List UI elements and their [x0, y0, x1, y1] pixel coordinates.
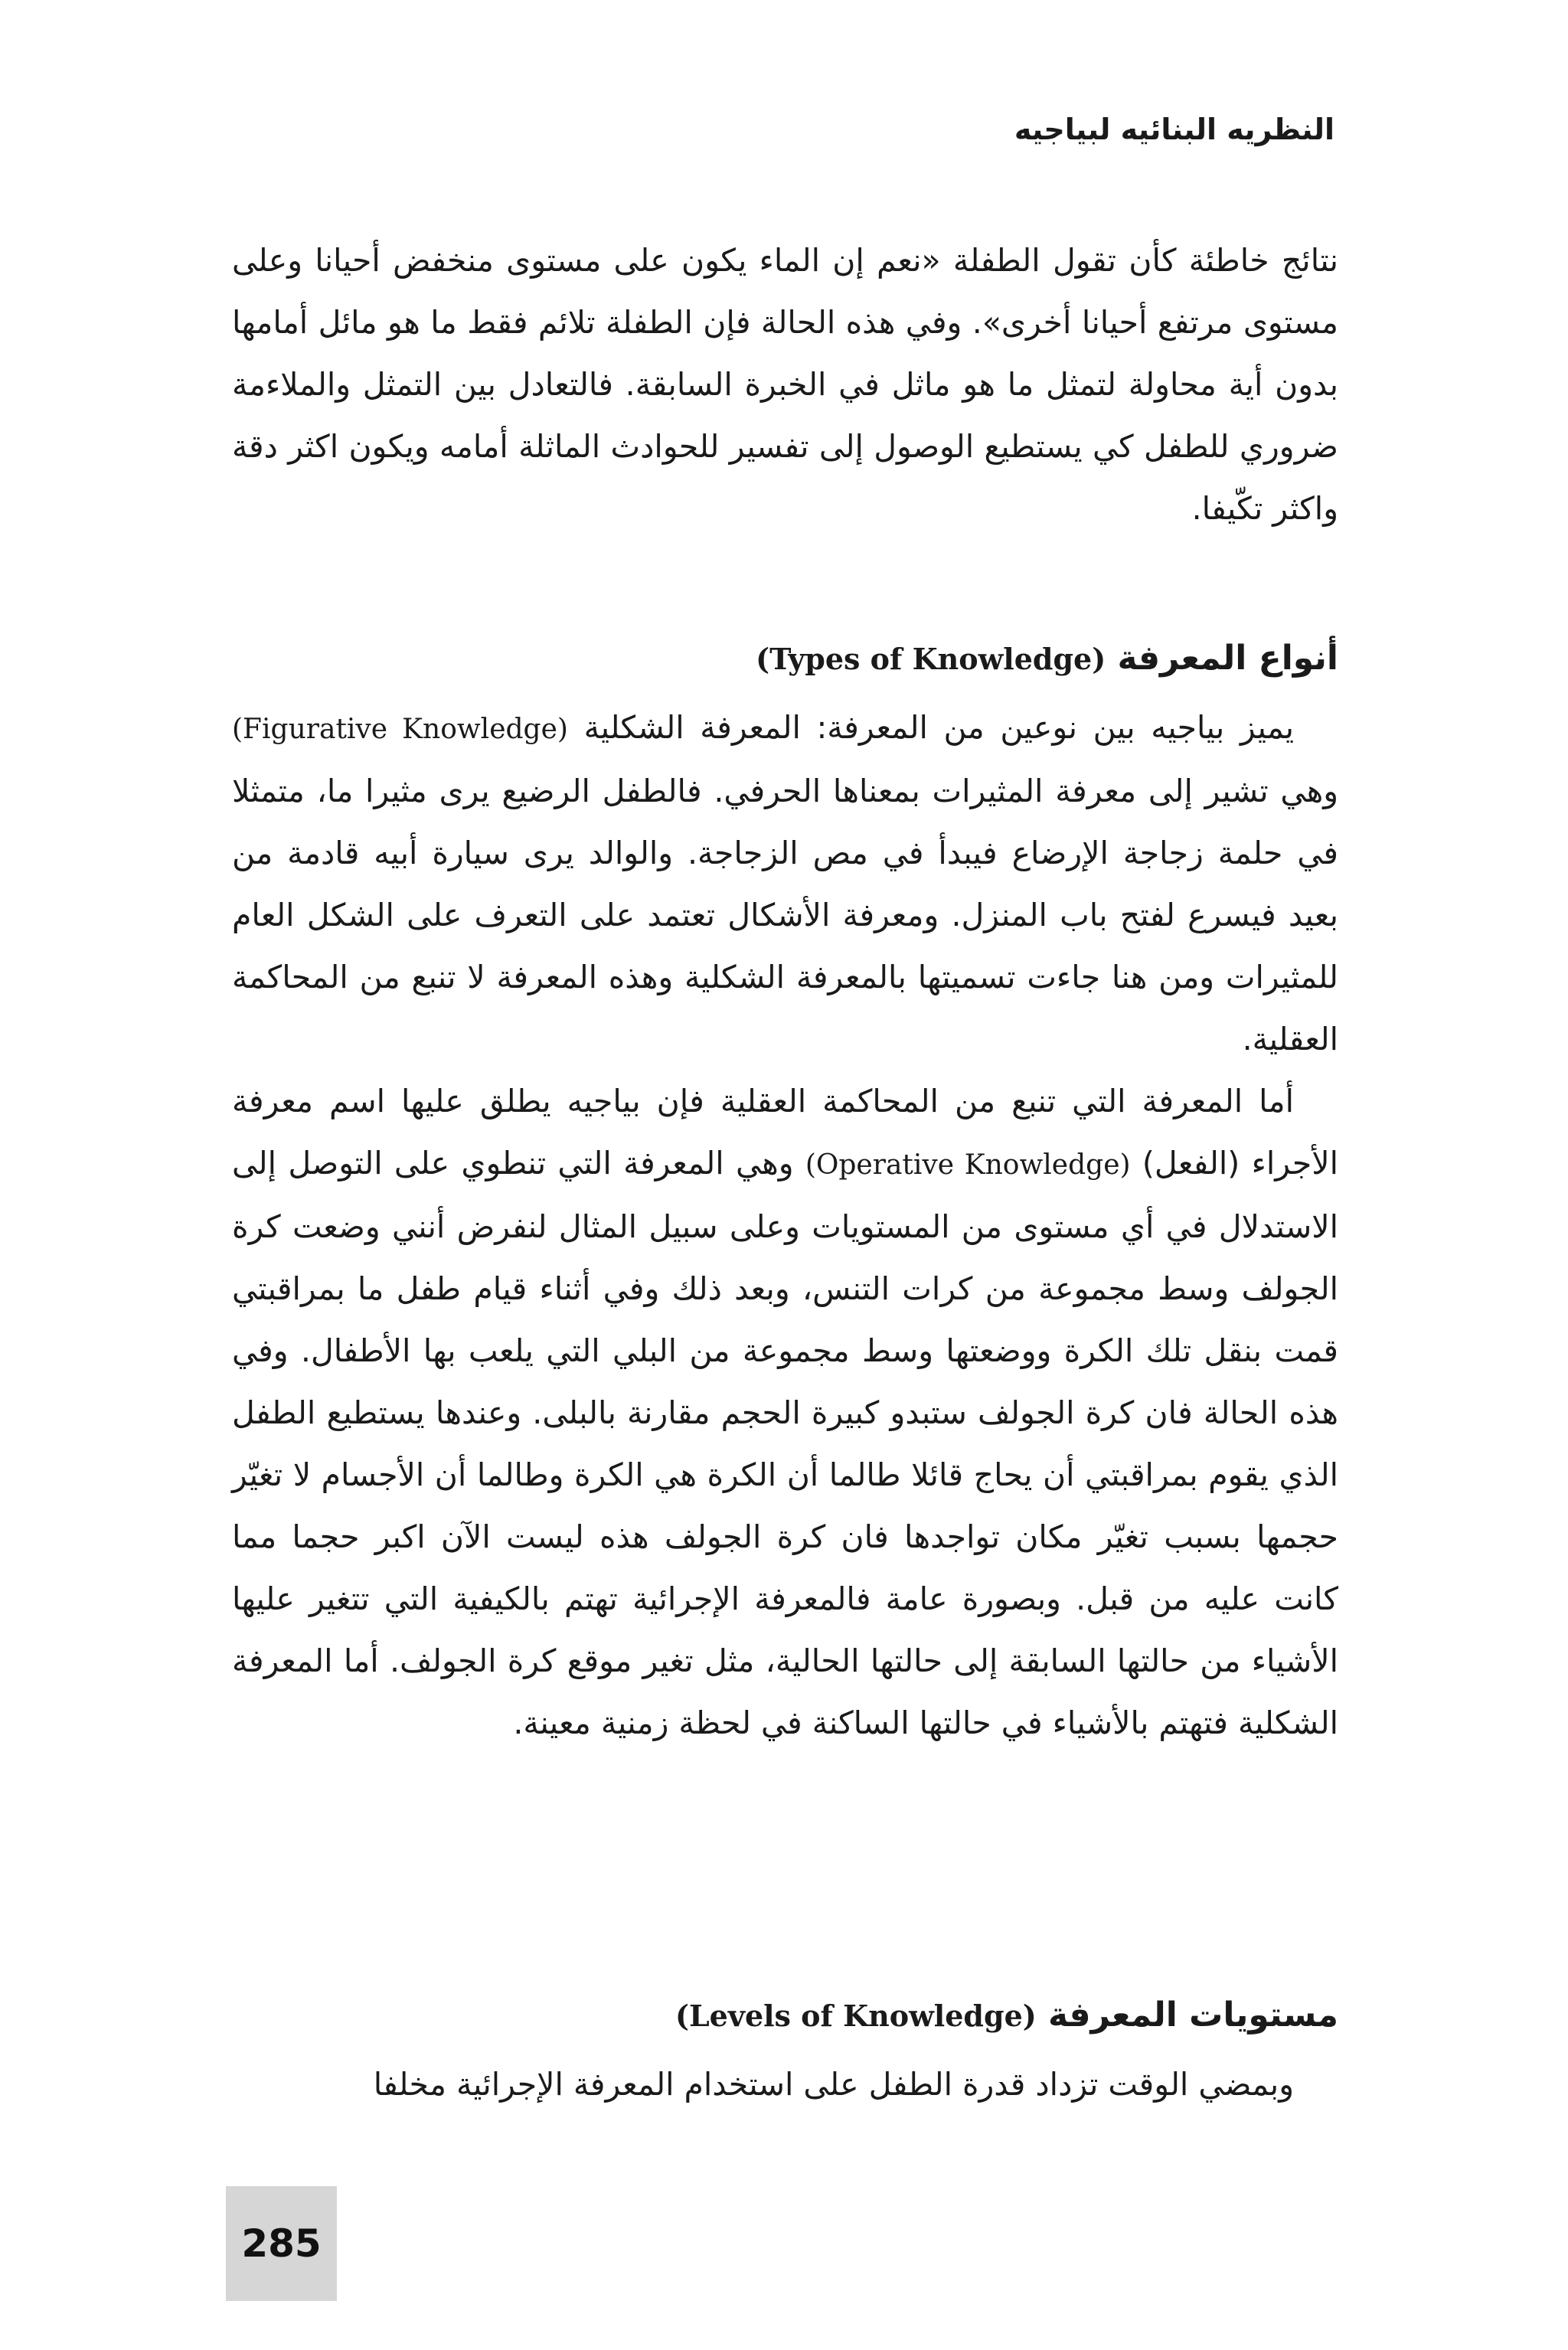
section-heading-levels-of-knowledge	[675, 1995, 1338, 2035]
section-heading-ar: أنواع المعرفة	[1117, 639, 1338, 678]
intro-paragraph: نتائج خاطئة كأن تقول الطفلة «نعم إن الماء يكون على مستوى منخفض أحيانا وعلى مستوى مرتفع أحيانا أخرى». وفي هذه الحالة فإن الطفلة تلائم فقط ما هو مائل أمامها بدون أية محاولة لتمثل ما هو ماثل في الخبرة السابقة. فالتعادل بين التمثل والملاءمة ضروري للطفل كي يستطيع الوصول إلى تفسير للحوادث الماثلة أمامه ويكون اكثر دقة واكثر تكّيفا.	[232, 242, 1338, 527]
levels-paragraph: وبمضي الوقت تزداد قدرة الطفل على استخدام المعرفة الإجرائية مخلفا	[373, 2066, 1294, 2103]
paragraph-text: أما المعرفة التي تنبع من المحاكمة العقلية فإن بياجيه يطلق عليها اسم معرفة الأجراء (الفعل)	[232, 1083, 1338, 1182]
running-head: النظريه البنائيه لبياجيه	[1014, 113, 1334, 146]
operative-knowledge-paragraph	[232, 1070, 1338, 1754]
paragraph-text: وهي المعرفة التي تنطوي على التوصل إلى الاستدلال في أي مستوى من المستويات وعلى سبيل المثال لنفرض أنني وضعت كرة الجولف وسط مجموعة من كرات التنس، وبعد ذلك وفي أثناء قيام طفل ما بمراقبتي قمت بنقل تلك الكرة ووضعتها وسط مجموعة من البلي التي يلعب بها الأطفال. وفي هذه الحالة فان كرة الجولف ستبدو كبيرة الحجم مقارنة بالبلى. وعندها يستطيع الطفل الذي يقوم بمراقبتي أن يحاج قائلا طالما أن الكرة هي الكرة وطالما أن الأجسام لا تغيّر حجمها بسبب تغيّر مكان تواجدها فان كرة الجولف هذه ليست الآن اكبر حجما مما كانت عليه من قبل. وبصورة عامة فالمعرفة الإجرائية تهتم بالكيفية التي تتغير عليها الأشياء من حالتها السابقة إلى حالتها الحالية، مثل تغير موقع كرة الجولف. أما المعرفة الشكلية فتهتم بالأشياء في حالتها الساكنة في لحظة زمنية معينة.	[232, 1145, 1338, 1741]
paragraph-text: وهي تشير إلى معرفة المثيرات بمعناها الحرفي. فالطفل الرضيع يرى مثيرا ما، متمثلا في حلمة زجاجة الإرضاع فيبدأ في مص الزجاجة. والوالد يرى سيارة أبيه قادمة من بعيد فيسرع لفتح باب المنزل. ومعرفة الأشكال تعتمد على التعرف على الشكل العام للمثيرات ومن هنا جاءت تسميتها بالمعرفة الشكلية وهذه المعرفة لا تنبع من المحاكمة العقلية.	[232, 773, 1338, 1057]
section-heading-en: (Types of Knowledge)	[756, 642, 1106, 676]
term-figurative-knowledge: (Figurative Knowledge)	[232, 714, 568, 745]
levels-of-knowledge-body	[232, 2054, 1338, 2116]
paragraph-text: يميز بياجيه بين نوعين من المعرفة: المعرفة الشكلية	[583, 709, 1294, 746]
section-heading-en: (Levels of Knowledge)	[675, 1999, 1037, 2033]
section-heading-ar: مستويات المعرفة	[1048, 1995, 1338, 2035]
section-heading-types-of-knowledge	[756, 639, 1338, 678]
page-number: 285	[241, 2221, 322, 2266]
intro-text	[232, 230, 1338, 540]
figurative-knowledge-paragraph	[232, 697, 1338, 1070]
page-number-box	[226, 2186, 337, 2301]
types-of-knowledge-body	[232, 697, 1338, 1754]
term-operative-knowledge: (Operative Knowledge)	[805, 1149, 1131, 1181]
